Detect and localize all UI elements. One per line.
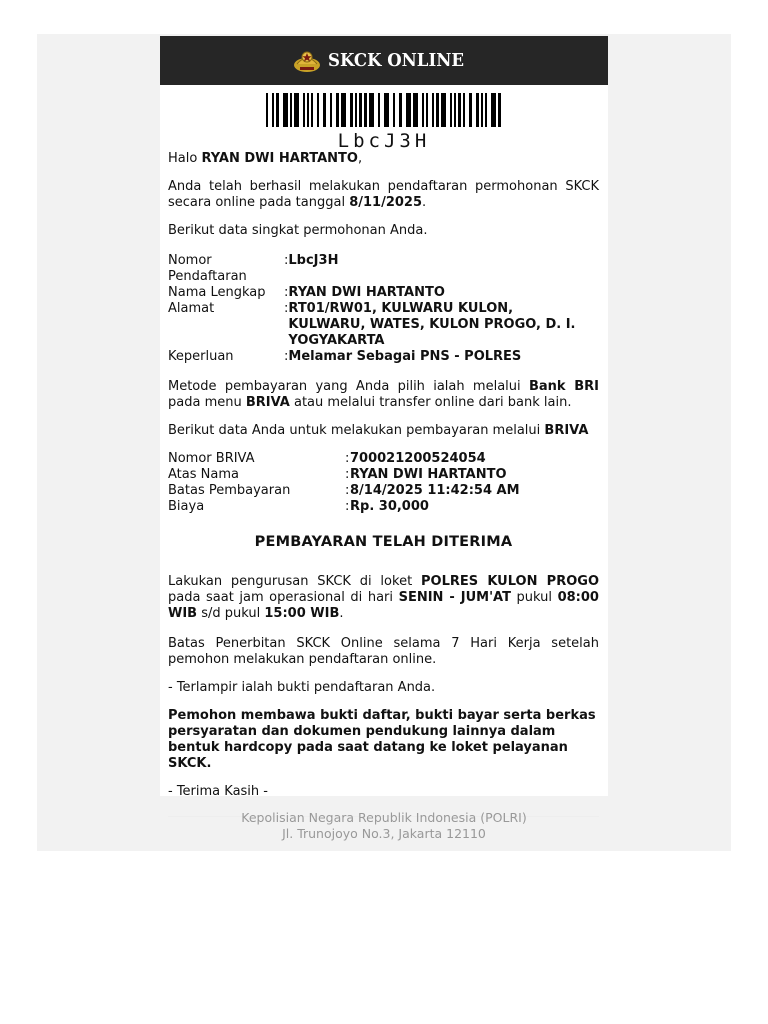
table-row — [168, 451, 520, 467]
pm-text-3: atau melalui transfer online dari bank lain. — [289, 395, 572, 410]
barcode-bar — [276, 93, 279, 127]
row-value: 700021200524054 — [350, 451, 486, 466]
barcode-bars — [264, 93, 504, 127]
ins-text-3: pukul — [510, 590, 558, 605]
barcode-bar — [458, 93, 461, 127]
row-label: Nomor Pendaftaran — [168, 253, 247, 284]
thanks: - Terima Kasih - — [168, 784, 268, 799]
table-row — [168, 467, 520, 483]
row-label: Alamat — [168, 301, 215, 316]
barcode-bar — [311, 93, 313, 127]
row-label: Biaya — [168, 499, 205, 514]
pm-menu: BRIVA — [245, 395, 290, 410]
footer — [37, 810, 731, 842]
barcode-bar — [393, 93, 395, 127]
brand-title: SKCK ONLINE — [328, 50, 465, 71]
ins-end: 15:00 WIB — [264, 606, 340, 621]
barcode-bar — [469, 93, 472, 127]
barcode-bar — [364, 93, 367, 127]
barcode-bar — [355, 93, 357, 127]
barcode-bar — [303, 93, 305, 127]
barcode-bar — [369, 93, 374, 127]
row-colon: : — [284, 253, 289, 268]
row-colon: : — [345, 451, 350, 466]
briva-table — [168, 451, 520, 515]
table-row — [168, 499, 520, 515]
row-value: RYAN DWI HARTANTO — [288, 285, 445, 300]
barcode-bar — [426, 93, 428, 127]
barcode-bar — [378, 93, 380, 127]
ins-text-2: pada saat jam operasional di hari — [168, 590, 399, 605]
brand — [292, 48, 476, 74]
barcode-bar — [266, 93, 268, 127]
pm-text-2: pada menu — [168, 395, 246, 410]
intro-end: . — [422, 195, 427, 210]
barcode-bar — [323, 93, 326, 127]
barcode-bar — [436, 93, 439, 127]
barcode-bar — [290, 93, 292, 127]
row-value: 8/14/2025 11:42:54 AM — [350, 483, 520, 498]
barcode-bar — [413, 93, 418, 127]
attachment-note: - Terlampir ialah bukti pendaftaran Anda. — [168, 680, 436, 695]
barcode-bar — [491, 93, 496, 127]
barcode-bar — [450, 93, 452, 127]
barcode-bar — [330, 93, 332, 127]
row-colon: : — [284, 349, 289, 364]
row-colon: : — [345, 483, 350, 498]
row-colon: : — [345, 467, 350, 482]
header-banner — [160, 36, 608, 85]
ins-start: 08:00 WIB — [168, 590, 599, 621]
ins-text-4: s/d pukul — [197, 606, 265, 621]
table-row — [168, 483, 520, 499]
barcode-bar — [441, 93, 446, 127]
email-body — [160, 151, 608, 817]
briva-intro-text: Berikut data Anda untuk melakukan pembayaran melalui — [168, 423, 545, 438]
greeting-suffix: , — [357, 151, 363, 166]
barcode-bar — [317, 93, 319, 127]
barcode-bar — [359, 93, 362, 127]
row-value: LbcJ3H — [288, 253, 339, 268]
row-value: RT01/RW01, KULWARU KULON, KULWARU, WATES, KULON PROGO, D. I. YOGYAKARTA — [288, 301, 576, 348]
barcode-bar — [432, 93, 434, 127]
table-row — [168, 301, 593, 349]
barcode-bar — [307, 93, 309, 127]
barcode-bar — [498, 93, 501, 127]
barcode-bar — [422, 93, 424, 127]
payment-method-paragraph — [168, 379, 599, 411]
greeting — [168, 151, 599, 167]
barcode-bar — [336, 93, 339, 127]
row-value: Rp. 30,000 — [350, 499, 429, 514]
barcode-bar — [384, 93, 389, 127]
barcode-bar — [350, 93, 353, 127]
barcode-bar — [406, 93, 411, 127]
barcode-bar — [341, 93, 346, 127]
ins-text-1: Lakukan pengurusan SKCK di loket — [168, 574, 421, 589]
police-emblem-icon — [292, 48, 322, 74]
intro-text: Anda telah berhasil melakukan pendaftaran permohonan SKCK secara online pada tanggal — [168, 179, 599, 210]
email-card — [160, 36, 608, 799]
pm-bank: Bank BRI — [528, 379, 599, 394]
row-value: Melamar Sebagai PNS - POLRES — [288, 349, 522, 364]
barcode-bar — [476, 93, 479, 127]
row-label: Atas Nama — [168, 467, 239, 482]
barcode-bar — [272, 93, 274, 127]
footer-line-2: Jl. Trunojoyo No.3, Jakarta 12110 — [282, 826, 486, 841]
barcode-bar — [463, 93, 465, 127]
summary-intro: Berikut data singkat permohonan Anda. — [168, 223, 428, 238]
table-row — [168, 349, 593, 365]
applicant-table — [168, 253, 593, 365]
deadline-note: Batas Penerbitan SKCK Online selama 7 Hari Kerja setelah pemohon melakukan pendaftaran online. — [168, 636, 599, 667]
row-label: Batas Pembayaran — [168, 483, 291, 498]
greeting-prefix: Halo — [168, 151, 202, 166]
table-row — [168, 285, 593, 301]
bold-note: Pemohon membawa bukti daftar, bukti bayar serta berkas persyaratan dan dokumen pendukung lainnya dalam bentuk hardcopy pada saat datang ke loket pelayanan SKCK. — [168, 708, 596, 771]
barcode-bar — [283, 93, 288, 127]
barcode-bar — [481, 93, 483, 127]
barcode-bar — [399, 93, 402, 127]
briva-intro-bold: BRIVA — [544, 423, 589, 438]
barcode-bar — [454, 93, 456, 127]
instructions-paragraph — [168, 574, 599, 622]
briva-intro — [168, 423, 599, 439]
email-background — [37, 34, 731, 851]
ins-loket: POLRES KULON PROGO — [420, 574, 599, 589]
ins-text-5: . — [339, 606, 344, 621]
status-heading: PEMBAYARAN TELAH DITERIMA — [254, 534, 513, 550]
row-label: Nomor BRIVA — [168, 451, 255, 466]
barcode-bar — [485, 93, 487, 127]
barcode-bar — [294, 93, 299, 127]
row-label: Keperluan — [168, 349, 234, 364]
row-colon: : — [345, 499, 350, 514]
barcode-code: LbcJ3H — [337, 130, 431, 152]
pm-text-1: Metode pembayaran yang Anda pilih ialah melalui — [168, 379, 529, 394]
row-label: Nama Lengkap — [168, 285, 266, 300]
registration-date: 8/11/2025 — [349, 195, 423, 210]
table-row — [168, 253, 593, 285]
greeting-name: RYAN DWI HARTANTO — [201, 151, 358, 166]
barcode — [160, 93, 608, 151]
row-colon: : — [284, 301, 289, 316]
footer-line-1: Kepolisian Negara Republik Indonesia (POLRI) — [241, 810, 527, 825]
row-colon: : — [284, 285, 289, 300]
ins-days: SENIN - JUM'AT — [398, 590, 511, 605]
intro-paragraph — [168, 179, 599, 211]
row-value: RYAN DWI HARTANTO — [350, 467, 507, 482]
